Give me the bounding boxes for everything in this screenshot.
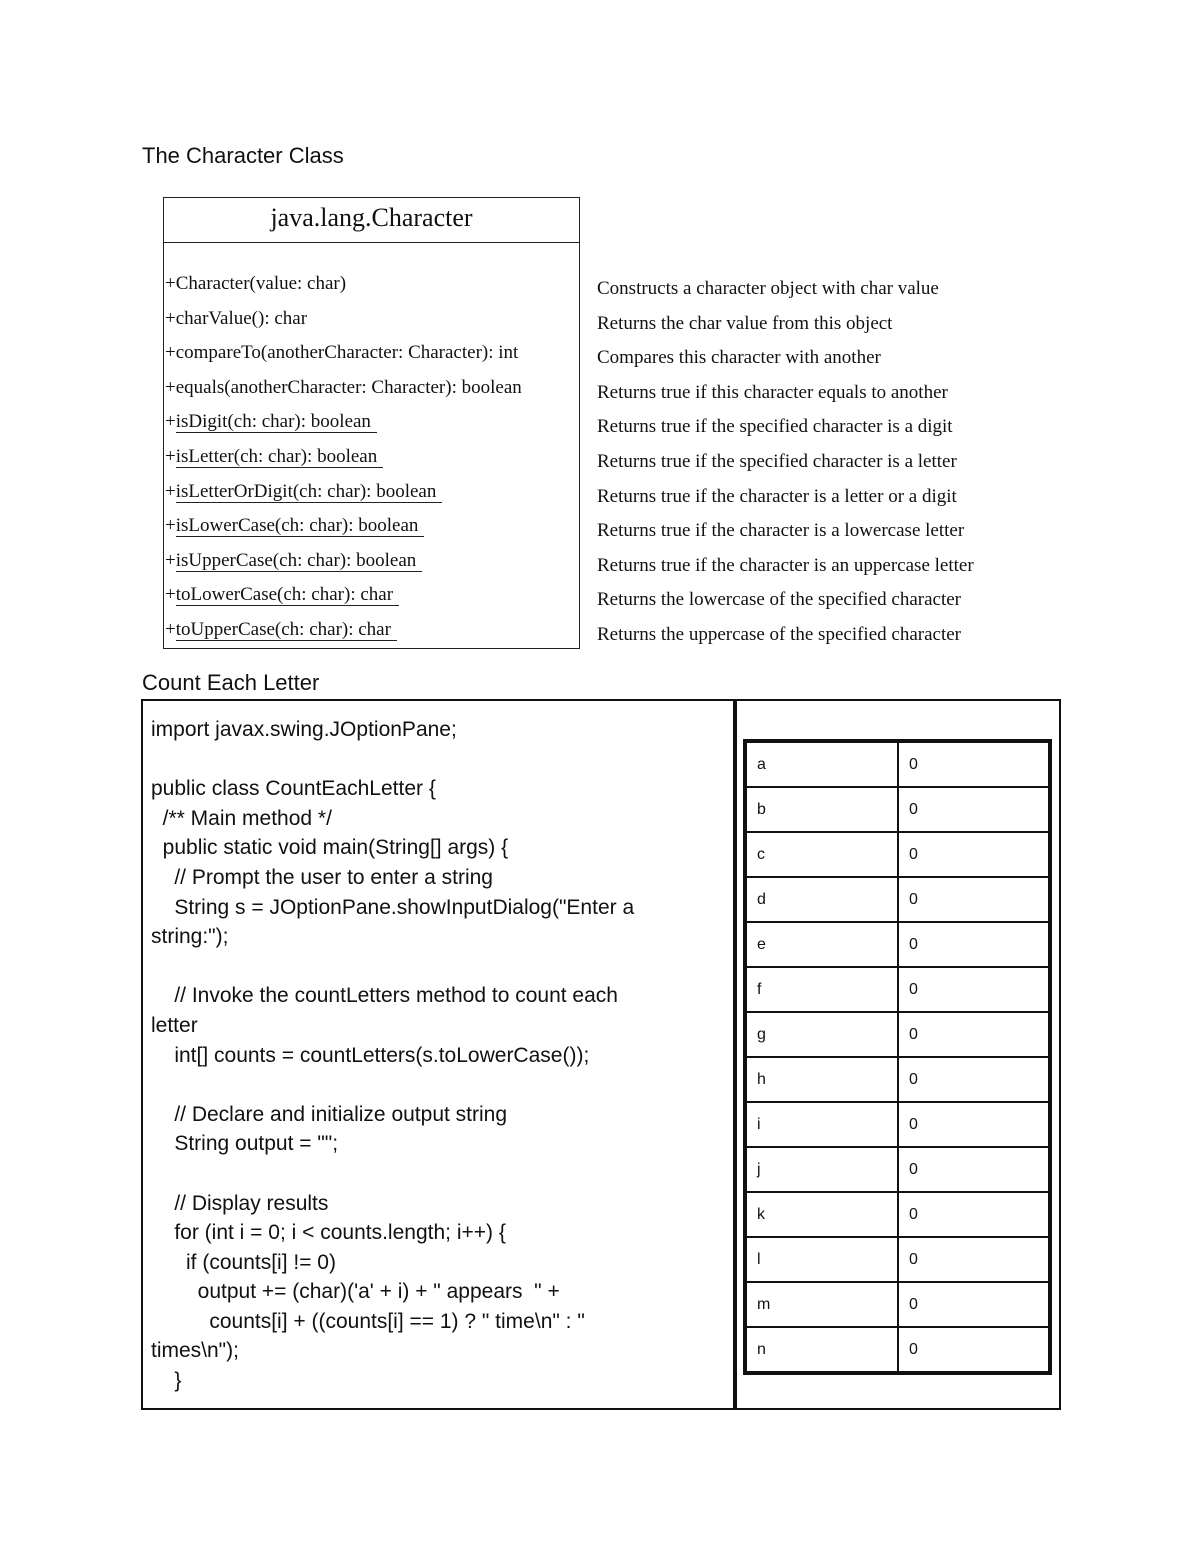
table-row [746,1147,1049,1192]
count-cell: 0 [898,967,1049,1012]
letter-cell: k [746,1192,898,1237]
code-line [151,1070,721,1100]
letter-cell: b [746,787,898,832]
letter-cell: d [746,877,898,922]
method-signature: isLowerCase(ch: char): boolean [176,515,425,537]
code-line: output += (char)('a' + i) + " appears " + [151,1280,560,1304]
code-line [151,952,721,982]
uml-method [165,307,307,331]
table-row [746,1012,1049,1057]
visibility-marker: + [165,411,176,433]
count-cell: 0 [898,922,1049,967]
code-line: /** Main method */ [151,806,332,830]
visibility-marker: + [165,342,176,364]
method-signature: isLetterOrDigit(ch: char): boolean [176,481,443,503]
table-row [746,1237,1049,1282]
visibility-marker: + [165,376,176,398]
method-description: Returns the char value from this object [597,312,893,334]
table-row [746,967,1049,1012]
code-and-table-panel [141,699,1061,1410]
method-description: Returns true if the character is an uppercase letter [597,554,974,576]
letter-cell: l [746,1237,898,1282]
count-cell: 0 [898,1102,1049,1147]
code-line: counts[i] + ((counts[i] == 1) ? " time\n" : " [151,1309,585,1333]
table-row [746,1057,1049,1102]
method-description: Constructs a character object with char value [597,278,939,299]
count-cell: 0 [898,742,1049,787]
table-row [746,742,1049,787]
method-description: Returns true if the specified character is a letter [597,451,957,472]
count-cell: 0 [898,877,1049,922]
method-signature: equals(anotherCharacter: Character): boolean [175,376,522,398]
count-cell: 0 [898,1147,1049,1192]
method-signature: toUpperCase(ch: char): char [176,619,397,641]
method-description: Returns true if the character is a letter or a digit [597,485,957,507]
count-cell: 0 [898,1237,1049,1282]
letter-cell: j [746,1147,898,1192]
method-signature: compareTo(anotherCharacter: Character): int [175,342,519,364]
letter-cell: m [746,1282,898,1327]
visibility-marker: + [165,480,176,502]
table-row [746,1327,1049,1372]
code-line: int[] counts = countLetters(s.toLowerCase()); [151,1043,590,1067]
letter-cell: a [746,742,898,787]
method-description: Returns the lowercase of the specified character [597,589,961,611]
uml-method [165,549,422,573]
letter-cell: g [746,1012,898,1057]
visibility-marker: + [165,549,176,571]
code-line: public static void main(String[] args) { [151,836,509,860]
count-cell: 0 [898,1192,1049,1237]
uml-method [165,445,383,469]
table-row [746,1192,1049,1237]
code-line: // Prompt the user to enter a string [151,865,493,889]
code-line: letter [151,1013,198,1037]
method-description: Returns true if the character is a lowercase letter [597,520,965,542]
method-description: Returns true if this character equals to another [597,381,948,403]
uml-method [165,341,518,365]
code-line: string:"); [151,925,229,949]
code-line: // Invoke the countLetters method to count each [151,984,618,1008]
count-cell: 0 [898,1057,1049,1102]
table-row [746,832,1049,877]
code-line: for (int i = 0; i < counts.length; i++) { [151,1221,506,1245]
section-title-count-each-letter: Count Each Letter [142,670,320,695]
code-listing [151,715,721,1396]
uml-method [165,376,522,400]
code-line: String output = ""; [151,1132,339,1156]
uml-class-name: java.lang.Character [164,198,579,243]
table-row [746,1282,1049,1327]
visibility-marker: + [165,307,176,329]
method-signature: Character(value: char) [175,273,347,294]
method-description: Compares this character with another [597,347,881,369]
method-signature: charValue(): char [175,307,308,329]
uml-method [165,618,397,642]
letter-count-table [745,741,1050,1373]
letter-cell: f [746,967,898,1012]
uml-method [165,410,377,434]
code-line [151,1159,721,1189]
count-cell: 0 [898,787,1049,832]
method-signature: toLowerCase(ch: char): char [176,584,399,606]
code-line: } [151,1369,182,1393]
code-line [151,745,721,775]
count-cell: 0 [898,1282,1049,1327]
code-line: times\n"); [151,1339,239,1363]
letter-cell: n [746,1327,898,1372]
code-line: // Display results [151,1191,329,1215]
code-line: // Declare and initialize output string [151,1102,508,1126]
letter-cell: c [746,832,898,877]
uml-method [165,583,399,607]
section-title-character-class: The Character Class [142,143,344,168]
method-signature: isUpperCase(ch: char): boolean [176,550,423,572]
table-row [746,877,1049,922]
count-cell: 0 [898,1012,1049,1057]
visibility-marker: + [165,446,176,467]
letter-cell: h [746,1057,898,1102]
visibility-marker: + [165,584,176,606]
uml-method [165,480,442,504]
code-line: String s = JOptionPane.showInputDialog("Enter a [151,895,635,919]
uml-method [165,272,346,296]
method-description: Returns the uppercase of the specified character [597,624,961,645]
visibility-marker: + [165,619,176,640]
visibility-marker: + [165,273,176,294]
method-signature: isDigit(ch: char): boolean [176,411,377,433]
code-line: import javax.swing.JOptionPane; [151,718,457,741]
letter-cell: e [746,922,898,967]
code-line: public class CountEachLetter { [151,777,436,801]
method-signature: isLetter(ch: char): boolean [176,446,384,468]
code-line: if (counts[i] != 0) [151,1250,336,1274]
method-description: Returns true if the specified character is a digit [597,416,953,438]
letter-cell: i [746,1102,898,1147]
visibility-marker: + [165,515,176,537]
table-row [746,787,1049,832]
panel-divider [733,701,737,1408]
uml-method [165,514,424,538]
table-row [746,922,1049,967]
uml-class-box [163,197,580,649]
count-cell: 0 [898,832,1049,877]
table-row [746,1102,1049,1147]
count-cell: 0 [898,1327,1049,1372]
